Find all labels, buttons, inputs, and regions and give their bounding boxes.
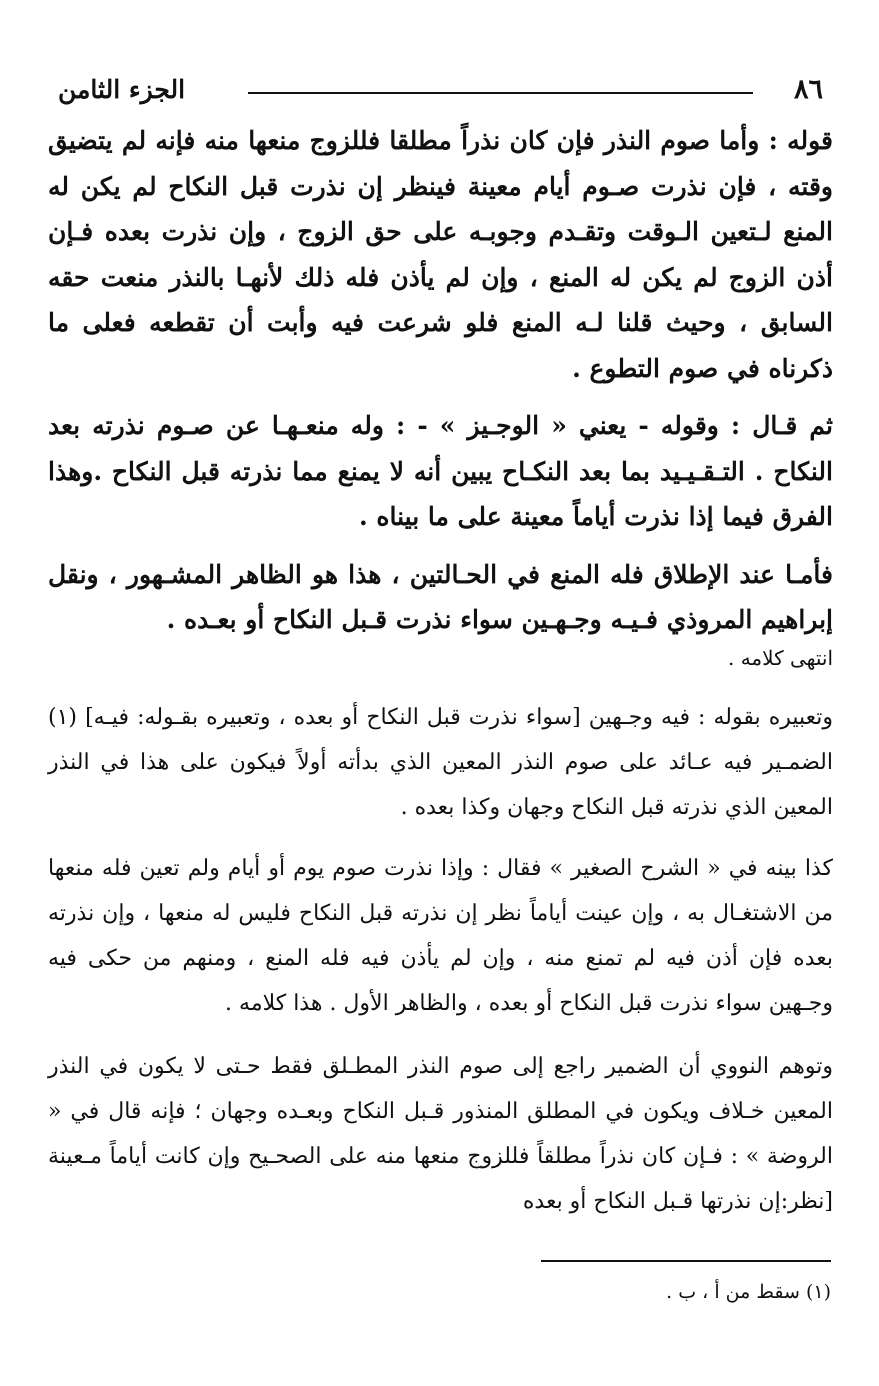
page-body: [48, 118, 833, 1224]
quote-end-note: انتهى كلامه .: [727, 645, 833, 670]
paragraph-commentary-3: وتوهم النووي أن الضمير راجع إلى صوم النذر المطـلق فقط حـتى لا يكون في النذر المعين خـلاف ويكون في المطلق المنذور قـبل النكاح وبعـده وجهان ؛ فإنه قال في « الروضة » : فـإن كان نذراً مطلقاً فللزوج منعها منه على الصحـيح وإن كانت أياماً مـعينة [نظر:إن نذرتها قـبل النكاح أو بعده: [48, 1053, 833, 1214]
footnote-rule: [541, 1260, 831, 1262]
header-rule: [248, 92, 753, 94]
footnote: (١) سقط من أ ، ب .: [666, 1281, 831, 1303]
part-title: الجزء الثامن: [58, 75, 186, 104]
page-header: [58, 72, 823, 112]
paragraph-quote-2: ثم قـال : وقوله - يعني « الوجـيز » - : وله منعـهـا عن صـوم نذرته بعد النكاح . التـقـيـيد بما بعد النكـاح يبين أنه لا يمنع مما نذرته قبل النكاح .وهذا الفرق فيما إذا نذرت أياماً معينة على ما بيناه .: [48, 411, 833, 531]
paragraph-quote-1: قوله : وأما صوم النذر فإن كان نذراً مطلقا فللزوج منعها منه فإنه لم يتضيق وقته ، فإن نذرت صـوم أيام معينة فينظر إن نذرت قبل النكاح لم يكن له المنع لـتعين الـوقت وتقـدم وجوبـه على حق الزوج ، وإن نذرت بعده فـإن أذن الزوج لم يكن له المنع ، وإن لم يأذن فله ذلك لأنهـا بالنذر منعت حقه السابق ، وحيث قلنا لـه المنع فلو شرعت فيه وأبت أن تقطعه فعلى ما ذكرناه في صوم التطوع .: [48, 126, 833, 383]
paragraph-commentary-2: كذا بينه في « الشرح الصغير » فقال : وإذا نذرت صوم يوم أو أيام ولم تعين فله منعها من الاشتغـال به ، وإن عينت أياماً نظر إن نذرته قبل النكاح فليس له منعها ، وإن نذرته بعده فإن أذن فيه لم تمنع منه ، وإن لم يأذن فيه فله المنع ، ومنهم من حكى فيه وجـهين سواء نذرت قبل النكاح أو بعده ، والظاهر الأول . هذا كلامه .: [48, 855, 833, 1016]
paragraph-commentary-1: وتعبيره بقوله : فيه وجـهين [سواء نذرت قبل النكاح أو بعده ، وتعبيره بقـوله: فيـه] (١) الضمـير فيه عـائد على صوم النذر المعين الذي بدأته أولاً فيكون على هذا في النذر المعين الذي نذرته قبل النكاح وجهان وكذا بعده .: [48, 704, 833, 820]
page-number: ٨٦: [793, 74, 823, 105]
paragraph-quote-3: فأمـا عند الإطلاق فله المنع في الحـالتين ، هذا هو الظاهر المشـهور ، ونقل إبراهيم المروذي فـيـه وجـهـين سواء نذرت قـبل النكاح أو بعـده .: [48, 559, 833, 634]
